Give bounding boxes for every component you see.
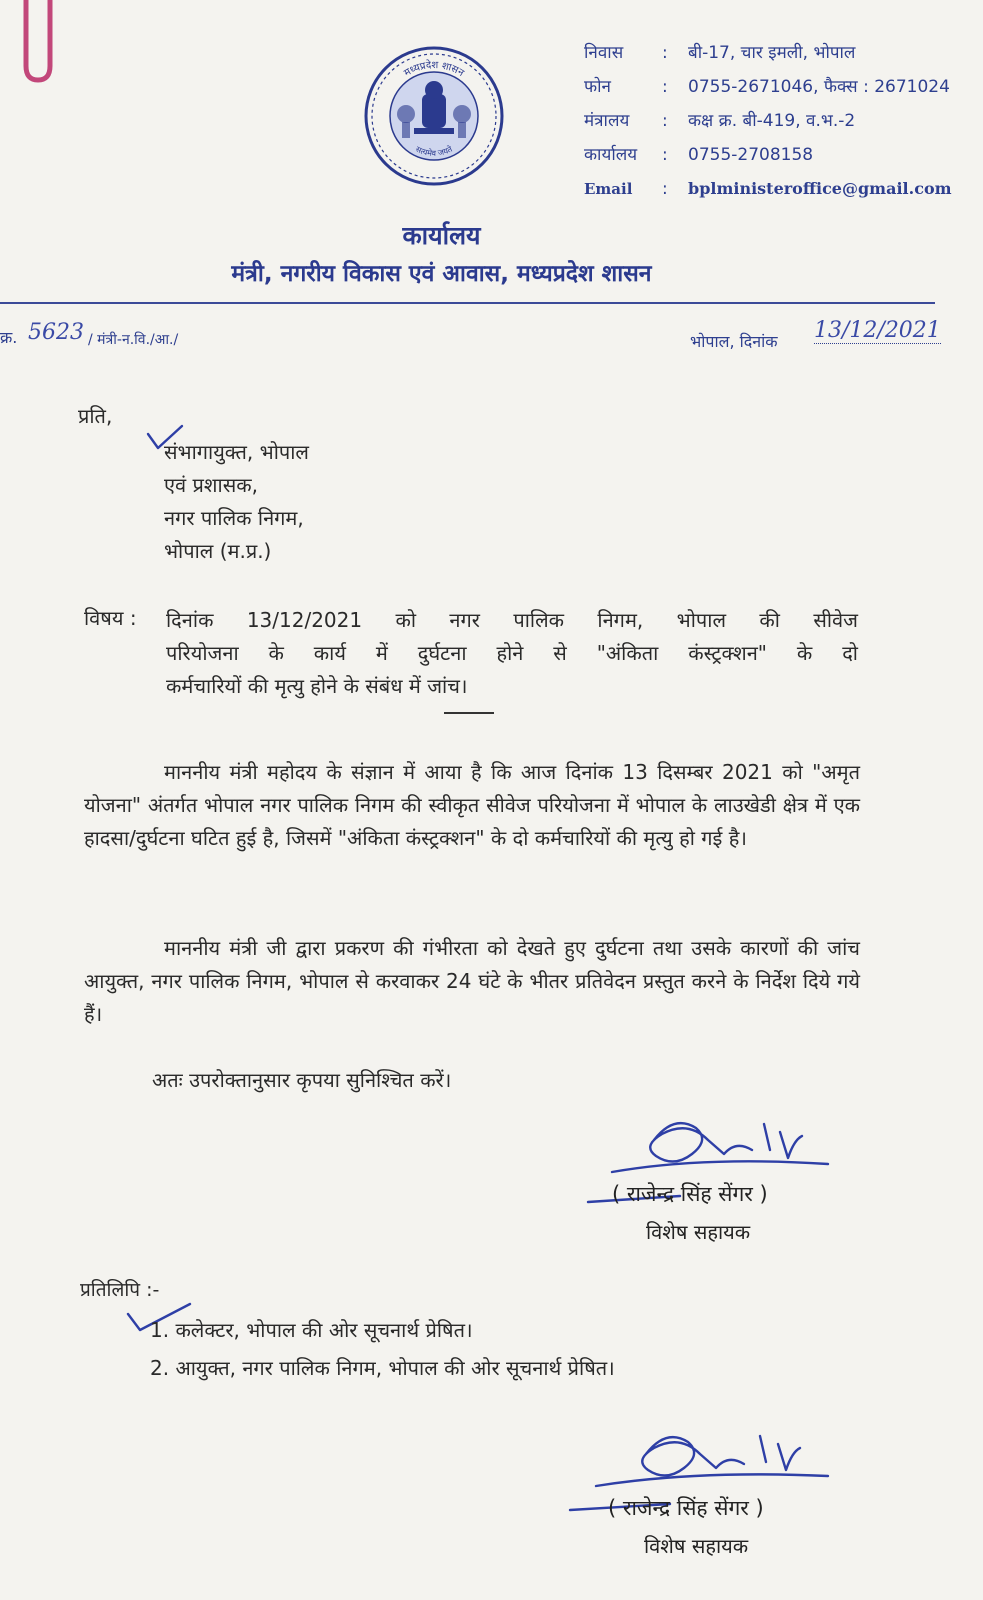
contact-label: निवास (584, 43, 624, 63)
contact-row-office (584, 138, 974, 172)
contact-separator: : (662, 77, 668, 97)
copy-item: 2. आयुक्त, नगर पालिक निगम, भोपाल की ओर सूचनार्थ प्रेषित। (150, 1356, 615, 1380)
addressee-line: एवं प्रशासक, (164, 473, 258, 497)
closing-line: अतः उपरोक्तानुसार कृपया सुनिश्चित करें। (152, 1068, 452, 1092)
contact-separator: : (662, 145, 668, 165)
contact-separator: : (662, 43, 668, 63)
subject-line: दिनांक 13/12/2021 को नगर पालिक निगम, भोपाल की सीवेज (166, 608, 858, 632)
contact-block (584, 36, 974, 206)
place-date-label: भोपाल, दिनांक (690, 332, 778, 351)
contact-value: कक्ष क्र. बी-419, व.भ.-2 (688, 111, 856, 131)
contact-row-phone (584, 70, 974, 104)
addressee-line: नगर पालिक निगम, (164, 506, 304, 530)
subject-text (166, 604, 858, 703)
seal-text: मध्यप्रदेश शासन (402, 59, 466, 80)
subject-line: परियोजना के कार्य में दुर्घटना होने से "अंकिता कंस्ट्रक्शन" के दो (166, 641, 858, 665)
contact-value: बी-17, चार इमली, भोपाल (688, 43, 856, 63)
contact-value: 0755-2708158 (688, 145, 814, 165)
contact-row-ministry (584, 104, 974, 138)
subject-line: कर्मचारियों की मृत्यु होने के संबंध में जांच। (166, 674, 468, 698)
letter-date: 13/12/2021 (814, 318, 941, 343)
paper-clip-icon (14, 0, 58, 86)
contact-row-residence (584, 36, 974, 70)
contact-separator: : (662, 179, 668, 199)
addressee-line: संभागायुक्त, भोपाल (164, 440, 309, 464)
contact-label: मंत्रालय (584, 111, 630, 131)
contact-row-email (584, 172, 974, 206)
paragraph-text: माननीय मंत्री महोदय के संज्ञान में आया है कि आज दिनांक 13 दिसम्बर 2021 को "अमृत योजना" अंतर्गत भोपाल नगर पालिक निगम की स्वीकृत सीवेज परियोजना में भोपाल के लाउखेडी क्षेत्र में एक हादसा/दुर्घटना घटित हुई है, जिसमें "अंकिता कंस्ट्रक्शन" के दो कर्मचारियों की मृत्यु हो गई है। (84, 760, 860, 850)
contact-value: 0755-2671046, फैक्स : 2671024 (688, 77, 950, 97)
state-emblem-seal (362, 44, 506, 188)
signatory-designation: विशेष सहायक (646, 1220, 751, 1244)
subject-label: विषय : (84, 606, 137, 630)
body-paragraph-1 (84, 756, 860, 855)
reference-number: 5623 (28, 320, 84, 345)
addressee-block (164, 436, 309, 568)
paragraph-text: माननीय मंत्री जी द्वारा प्रकरण की गंभीरता को देखते हुए दुर्घटना तथा उसके कारणों की जांच आयुक्त, नगर पालिक निगम, भोपाल से करवाकर 24 घंटे के भीतर प्रतिवेदन प्रस्तुत करने के निर्देश दिये गये हैं। (84, 936, 860, 1026)
office-title: कार्यालय (402, 221, 481, 250)
copy-item: 1. कलेक्टर, भोपाल की ओर सूचनार्थ प्रेषित। (150, 1318, 473, 1342)
addressee-line: भोपाल (म.प्र.) (164, 539, 272, 563)
salutation: प्रति, (78, 404, 113, 428)
seal-motto: सत्यमेव जयते (414, 144, 454, 158)
contact-label: कार्यालय (584, 145, 638, 165)
signatory-name: ( राजेन्द्र सिंह सेंगर ) (608, 1496, 764, 1520)
copy-heading: प्रतिलिपि :- (80, 1279, 160, 1301)
body-paragraph-2 (84, 932, 860, 1031)
signatory-designation: विशेष सहायक (644, 1534, 749, 1558)
reference-suffix: / मंत्री-न.वि./आ./ (88, 332, 179, 348)
contact-label: फोन (584, 77, 611, 97)
signatory-name: ( राजेन्द्र सिंह सेंगर ) (612, 1182, 768, 1206)
reference-prefix: क्र. (0, 328, 18, 347)
contact-label: Email (584, 180, 633, 198)
contact-separator: : (662, 111, 668, 131)
subject-divider (444, 712, 494, 714)
email-link[interactable]: bplministeroffice@gmail.com (688, 179, 952, 198)
office-subtitle: मंत्री, नगरीय विकास एवं आवास, मध्यप्रदेश शासन (231, 261, 652, 287)
header-divider (0, 302, 935, 304)
